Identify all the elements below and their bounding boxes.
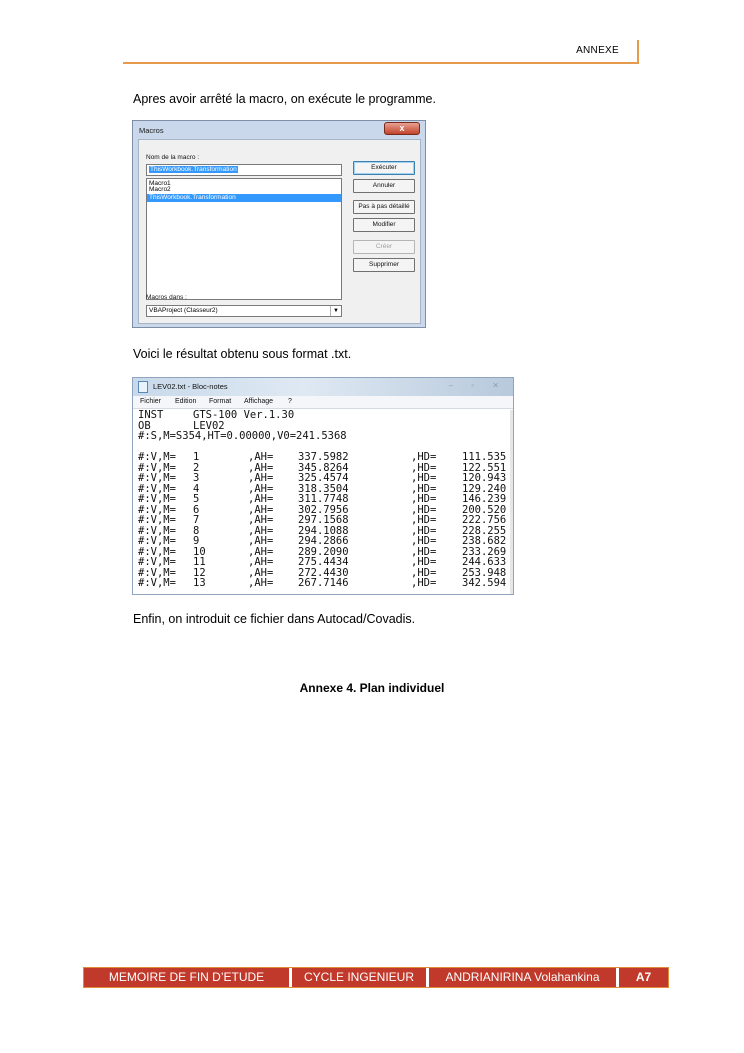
text-cell-hd-label: ,HD=	[411, 461, 437, 474]
text-line-inst	[138, 410, 510, 421]
text-cell-n: 10	[193, 545, 206, 558]
text-cell-hd: 200.520	[462, 503, 507, 516]
text-cell-n: 8	[193, 524, 200, 537]
text-cell-ah: 318.3504	[298, 482, 349, 495]
text-cell-ah: 345.8264	[298, 461, 349, 474]
text-cell-hd-label: ,HD=	[411, 545, 437, 558]
text-row	[138, 557, 510, 568]
text-row	[138, 452, 510, 463]
text-cell-prefix: #:V,M=	[138, 566, 176, 579]
text-cell-hd-label: ,HD=	[411, 524, 437, 537]
text-cell-ah-label: ,AH=	[248, 524, 274, 537]
text-cell-hd: 228.255	[462, 524, 507, 537]
text-cell-ah-label: ,AH=	[248, 482, 274, 495]
text-cell-prefix: #:V,M=	[138, 524, 176, 537]
text-row	[138, 473, 510, 484]
text-cell-hd: 244.633	[462, 556, 507, 568]
footer-cycle: CYCLE INGENIEUR	[292, 968, 429, 987]
text-cell-ah: 297.1568	[298, 514, 349, 526]
text-cell-hd-label: ,HD=	[411, 514, 437, 526]
dialog-body	[138, 139, 421, 324]
menu-fichier[interactable]: Fichier	[140, 398, 162, 405]
notepad-menubar	[133, 396, 513, 409]
text-cell-hd-label: ,HD=	[411, 482, 437, 495]
menu-affichage[interactable]: Affichage	[244, 398, 274, 405]
text-cell-ah-label: ,AH=	[248, 556, 274, 568]
notepad-text-area[interactable]	[138, 410, 510, 589]
dialog-title: Macros	[139, 126, 164, 135]
text-cell-prefix: #:V,M=	[138, 493, 176, 505]
page-footer	[83, 967, 669, 988]
text-cell-hd-label: ,HD=	[411, 566, 437, 579]
text-row	[138, 536, 510, 547]
text-cell-n: 4	[193, 482, 200, 495]
text-cell-ah-label: ,AH=	[248, 461, 274, 474]
outro-paragraph: Enfin, on introduit ce fichier dans Autocad/Covadis.	[133, 612, 416, 626]
text-cell-hd-label: ,HD=	[411, 493, 437, 505]
text-cell-hd: 238.682	[462, 535, 507, 547]
text-cell-hd: 146.239	[462, 493, 507, 505]
text-key: #:S,M=S354,HT=0.00000,V0=241.5368	[138, 430, 347, 442]
text-cell-hd-label: ,HD=	[411, 472, 437, 484]
text-cell-ah: 267.7146	[298, 577, 349, 589]
chevron-down-icon[interactable]: ▼	[330, 306, 341, 316]
text-cell-ah: 272.4430	[298, 566, 349, 579]
text-cell-ah-label: ,AH=	[248, 577, 274, 589]
text-cell-ah-label: ,AH=	[248, 566, 274, 579]
text-cell-ah-label: ,AH=	[248, 535, 274, 547]
text-cell-n: 13	[193, 577, 206, 589]
run-button[interactable]: Exécuter	[353, 161, 415, 175]
text-key: OB	[138, 419, 151, 432]
text-cell-n: 11	[193, 556, 206, 568]
text-cell-n: 3	[193, 472, 200, 484]
result-paragraph: Voici le résultat obtenu sous format .txt.	[133, 347, 352, 361]
text-cell-prefix: #:V,M=	[138, 514, 176, 526]
text-cell-hd: 233.269	[462, 545, 507, 558]
macros-in-select[interactable]	[146, 305, 342, 317]
footer-page-number: A7	[619, 968, 668, 987]
text-value: GTS-100 Ver.1.30	[193, 409, 295, 421]
text-cell-hd: 122.551	[462, 461, 507, 474]
text-cell-hd-label: ,HD=	[411, 556, 437, 568]
text-cell-hd-label: ,HD=	[411, 535, 437, 547]
text-cell-ah-label: ,AH=	[248, 493, 274, 505]
text-cell-prefix: #:V,M=	[138, 545, 176, 558]
text-cell-ah: 337.5982	[298, 451, 349, 463]
text-cell-n: 1	[193, 451, 200, 463]
text-cell-hd: 222.756	[462, 514, 507, 526]
text-cell-ah-label: ,AH=	[248, 514, 274, 526]
text-cell-prefix: #:V,M=	[138, 535, 176, 547]
text-cell-prefix: #:V,M=	[138, 461, 176, 474]
notepad-title: LEV02.txt - Bloc-notes	[153, 382, 228, 391]
text-cell-prefix: #:V,M=	[138, 472, 176, 484]
text-cell-n: 7	[193, 514, 200, 526]
macro-name-input[interactable]	[146, 164, 342, 176]
edit-button[interactable]: Modifier	[353, 218, 415, 232]
header-label: ANNEXE	[576, 45, 619, 56]
list-item[interactable]: Macro1	[149, 180, 171, 187]
macros-dialog	[132, 120, 426, 328]
text-cell-ah: 302.7956	[298, 503, 349, 516]
notepad-titlebar	[133, 378, 513, 396]
text-cell-prefix: #:V,M=	[138, 451, 176, 463]
create-button[interactable]: Créer	[353, 240, 415, 254]
text-cell-ah: 294.2866	[298, 535, 349, 547]
text-cell-ah-label: ,AH=	[248, 472, 274, 484]
window-controls-icon[interactable]: – ▫ ✕	[448, 381, 507, 390]
text-cell-n: 6	[193, 503, 200, 516]
notepad-window	[132, 377, 514, 595]
macro-list[interactable]	[146, 178, 342, 300]
notepad-document-icon	[138, 381, 148, 393]
footer-memoire: MEMOIRE DE FIN D’ETUDE	[84, 968, 292, 987]
text-cell-ah: 311.7748	[298, 493, 349, 505]
text-cell-ah: 294.1088	[298, 524, 349, 537]
text-cell-hd: 111.535	[462, 451, 507, 463]
delete-button[interactable]: Supprimer	[353, 258, 415, 272]
macros-in-label: Macros dans :	[146, 294, 187, 301]
text-cell-prefix: #:V,M=	[138, 482, 176, 495]
text-cell-n: 12	[193, 566, 206, 579]
list-item[interactable]: Macro2	[149, 186, 171, 193]
text-cell-ah: 289.2090	[298, 545, 349, 558]
text-cell-hd-label: ,HD=	[411, 577, 437, 589]
text-cell-n: 2	[193, 461, 200, 474]
text-line-station	[138, 431, 510, 442]
text-cell-ah: 275.4434	[298, 556, 349, 568]
text-cell-prefix: #:V,M=	[138, 556, 176, 568]
footer-author: ANDRIANIRINA Volahankina	[429, 968, 619, 987]
menu-edition[interactable]: Edition	[175, 398, 197, 405]
annex-heading: Annexe 4. Plan individuel	[299, 681, 445, 695]
macro-name-value: ThisWorkbook.Transformation	[150, 166, 237, 173]
text-cell-n: 9	[193, 535, 200, 547]
text-cell-hd: 253.948	[462, 566, 507, 579]
text-cell-hd: 342.594	[462, 577, 507, 589]
intro-paragraph: Apres avoir arrêté la macro, on exécute le programme.	[133, 92, 436, 106]
text-key: INST	[138, 409, 164, 421]
close-icon[interactable]: x	[384, 122, 420, 135]
macros-in-value: VBAProject (Classeur2)	[149, 307, 218, 314]
text-row	[138, 578, 510, 589]
text-cell-prefix: #:V,M=	[138, 577, 176, 589]
text-row	[138, 515, 510, 526]
text-cell-prefix: #:V,M=	[138, 503, 176, 516]
cancel-button[interactable]: Annuler	[353, 179, 415, 193]
text-cell-ah: 325.4574	[298, 472, 349, 484]
menu-help[interactable]: ?	[288, 398, 292, 405]
text-cell-hd: 129.240	[462, 482, 507, 495]
text-cell-ah-label: ,AH=	[248, 545, 274, 558]
step-into-button[interactable]: Pas à pas détaillé	[353, 200, 415, 214]
menu-format[interactable]: Format	[209, 398, 232, 405]
text-cell-hd-label: ,HD=	[411, 451, 437, 463]
text-row	[138, 494, 510, 505]
list-item-selected[interactable]: ThisWorkbook.Transformation	[147, 194, 341, 202]
text-cell-hd: 120.943	[462, 472, 507, 484]
text-cell-ah-label: ,AH=	[248, 503, 274, 516]
scrollbar[interactable]	[510, 410, 513, 595]
text-value: LEV02	[193, 419, 225, 432]
text-cell-hd-label: ,HD=	[411, 503, 437, 516]
page-header	[123, 40, 639, 64]
text-cell-n: 5	[193, 493, 200, 505]
macro-name-label: Nom de la macro :	[146, 154, 200, 161]
text-cell-ah-label: ,AH=	[248, 451, 274, 463]
